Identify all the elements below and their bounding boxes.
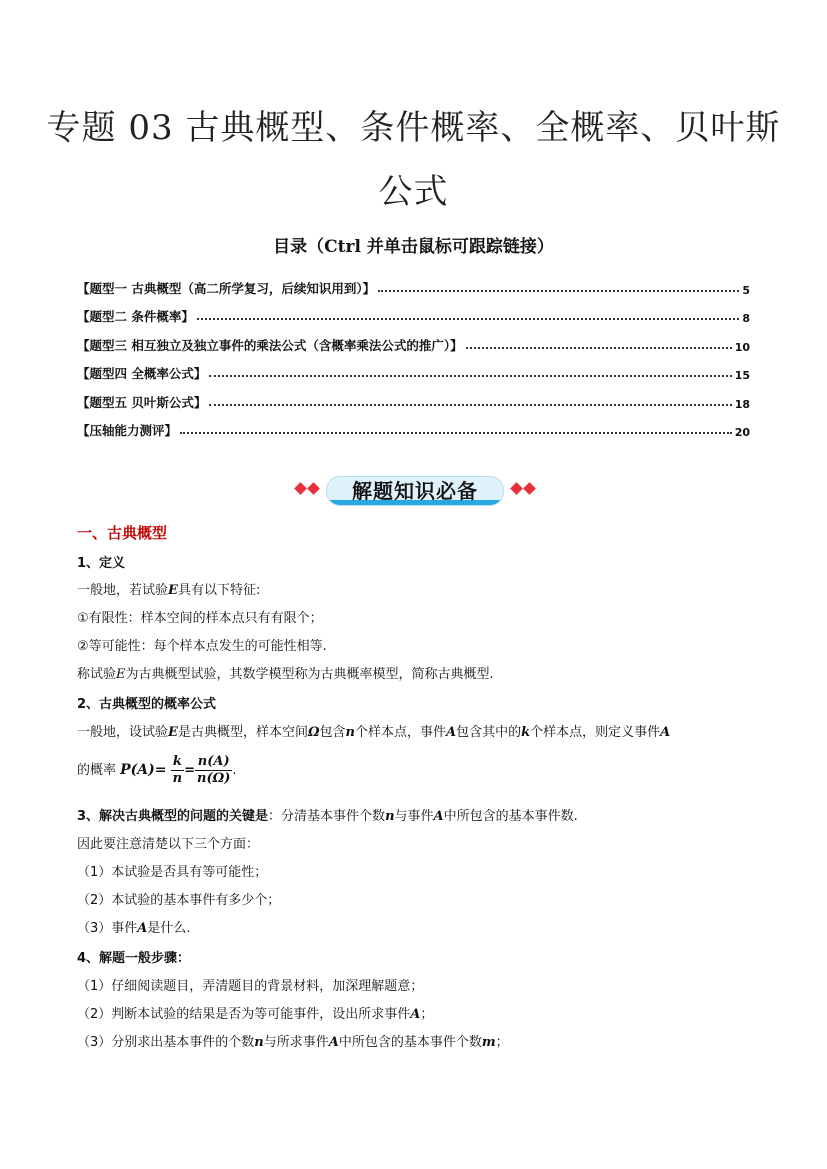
text: （2）判断本试验的结果是否为等可能事件，设出所求事件	[77, 1007, 411, 1022]
table-of-contents	[77, 268, 750, 439]
paragraph: ②等可能性：每个样本点发生的可能性相等.	[77, 639, 327, 654]
text: 称试验	[77, 667, 117, 682]
text: 中所包含的基本事件数.	[443, 809, 578, 824]
probability-formula	[77, 754, 237, 787]
math-var: k	[521, 725, 531, 740]
text: （3）事件	[77, 921, 138, 936]
list-item	[77, 1006, 433, 1024]
paragraph	[77, 724, 670, 742]
text: 包含其中的	[456, 725, 522, 740]
subheading-steps: 4、解题一般步骤：	[77, 951, 191, 966]
diamond-icon	[294, 482, 307, 495]
toc-item-label[interactable]: 【题型三 相互独立及独立事件的乘法公式（含概率乘法公式的推广）】	[77, 337, 463, 353]
math-var: A	[446, 725, 457, 740]
subheading-definition: 1、定义	[77, 556, 126, 571]
toc-item-2[interactable]	[77, 297, 750, 326]
text: .	[232, 763, 237, 778]
math-var: n	[254, 1035, 264, 1050]
text: 一般地，设试验	[77, 725, 169, 740]
text: 是古典概型，样本空间	[177, 725, 308, 740]
fraction-nA-over-nOmega	[195, 754, 232, 787]
toc-leader-dots	[378, 290, 739, 292]
toc-item-4[interactable]	[77, 354, 750, 383]
math-var: Ω	[307, 725, 320, 740]
fraction-denominator: n(Ω)	[197, 771, 231, 786]
paragraph	[77, 666, 494, 684]
section-heading: 一、古典概型	[77, 524, 168, 542]
text: ；	[420, 1007, 434, 1022]
text: ：分清基本事件个数	[268, 809, 386, 824]
math-var: A	[328, 1035, 339, 1050]
text: 一般地，若试验	[77, 583, 169, 598]
toc-item-label[interactable]: 【题型四 全概率公式】	[77, 366, 207, 381]
math-var: E	[168, 725, 178, 740]
math-var: A	[433, 809, 444, 824]
toc-item-page[interactable]: 8	[742, 312, 750, 325]
math-var: A	[137, 921, 148, 936]
toc-item-label[interactable]: 【题型一 古典概型（高二所学复习，后续知识用到）】	[77, 280, 376, 296]
math-expr: =	[184, 763, 196, 778]
list-item: （2）本试验的基本事件有多少个；	[77, 893, 281, 908]
math-var: A	[660, 725, 671, 740]
toc-leader-dots	[466, 347, 732, 349]
toc-item-page[interactable]: 10	[734, 340, 750, 354]
math-var: m	[481, 1035, 496, 1050]
toc-leader-dots	[180, 432, 732, 434]
toc-item-label[interactable]: 【压轴能力测评】	[77, 423, 178, 438]
toc-item-label[interactable]: 【题型五 贝叶斯公式】	[77, 394, 207, 410]
toc-item-page[interactable]: 18	[734, 397, 750, 411]
toc-heading: 目录（Ctrl 并单击鼠标可跟踪链接）	[273, 237, 554, 257]
math-expr: P(A)=	[120, 762, 167, 778]
diamond-icon	[523, 482, 536, 495]
math-var: E	[168, 583, 178, 598]
list-item	[77, 920, 191, 938]
paragraph-key-point	[77, 808, 578, 826]
text: 与所求事件	[263, 1035, 329, 1050]
text: 为古典概型试验，其数学模型称为古典概率模型，简称古典概型.	[125, 667, 494, 682]
toc-item-5[interactable]	[77, 382, 750, 411]
fraction-numerator: k	[171, 754, 184, 771]
text: 3、解决古典概型的问题的关键是	[77, 809, 269, 824]
text: 包含	[319, 725, 346, 740]
list-item	[77, 1034, 509, 1052]
section-banner	[290, 472, 538, 510]
toc-leader-dots	[209, 375, 731, 377]
text: （3）分别求出基本事件的个数	[77, 1035, 255, 1050]
list-item: （1）本试验是否具有等可能性；	[77, 865, 268, 880]
text: 的概率	[77, 763, 117, 778]
toc-item-6[interactable]	[77, 411, 750, 440]
diamond-icon	[307, 482, 320, 495]
math-var: A	[410, 1007, 421, 1022]
fraction-numerator: n(A)	[195, 754, 232, 771]
subheading-formula: 2、古典概型的概率公式	[77, 697, 217, 712]
paragraph	[77, 582, 260, 600]
math-var: E	[116, 667, 126, 682]
fraction-denominator: n	[172, 771, 183, 786]
text: 个样本点，则定义事件	[530, 725, 661, 740]
diamond-icon	[510, 482, 523, 495]
banner-text: 解题知识必备	[352, 479, 478, 503]
text: 具有以下特征:	[177, 583, 261, 598]
toc-item-page[interactable]: 15	[734, 369, 750, 382]
text: 是什么.	[147, 921, 191, 936]
toc-leader-dots	[197, 318, 739, 320]
toc-item-page[interactable]: 5	[742, 283, 750, 297]
toc-item-1[interactable]	[77, 268, 750, 297]
toc-item-label[interactable]: 【题型二 条件概率】	[77, 309, 194, 324]
math-var: n	[345, 725, 355, 740]
text: ；	[495, 1035, 509, 1050]
page-title-line-1: 专题 03 古典概型、条件概率、全概率、贝叶斯	[46, 108, 781, 148]
toc-item-3[interactable]	[77, 325, 750, 354]
paragraph: 因此要注意清楚以下三个方面：	[77, 837, 260, 852]
math-var: n	[385, 809, 395, 824]
text: 与事件	[394, 809, 434, 824]
text: 中所包含的基本事件个数	[338, 1035, 482, 1050]
toc-leader-dots	[209, 404, 731, 406]
text: 个样本点，事件	[355, 725, 447, 740]
paragraph: ①有限性：样本空间的样本点只有有限个；	[77, 611, 323, 626]
toc-item-page[interactable]: 20	[734, 426, 750, 439]
list-item: （1）仔细阅读题目，弄清题目的背景材料，加深理解题意；	[77, 979, 424, 994]
page-title-line-2: 公式	[378, 172, 449, 212]
fraction-k-over-n	[171, 754, 184, 787]
